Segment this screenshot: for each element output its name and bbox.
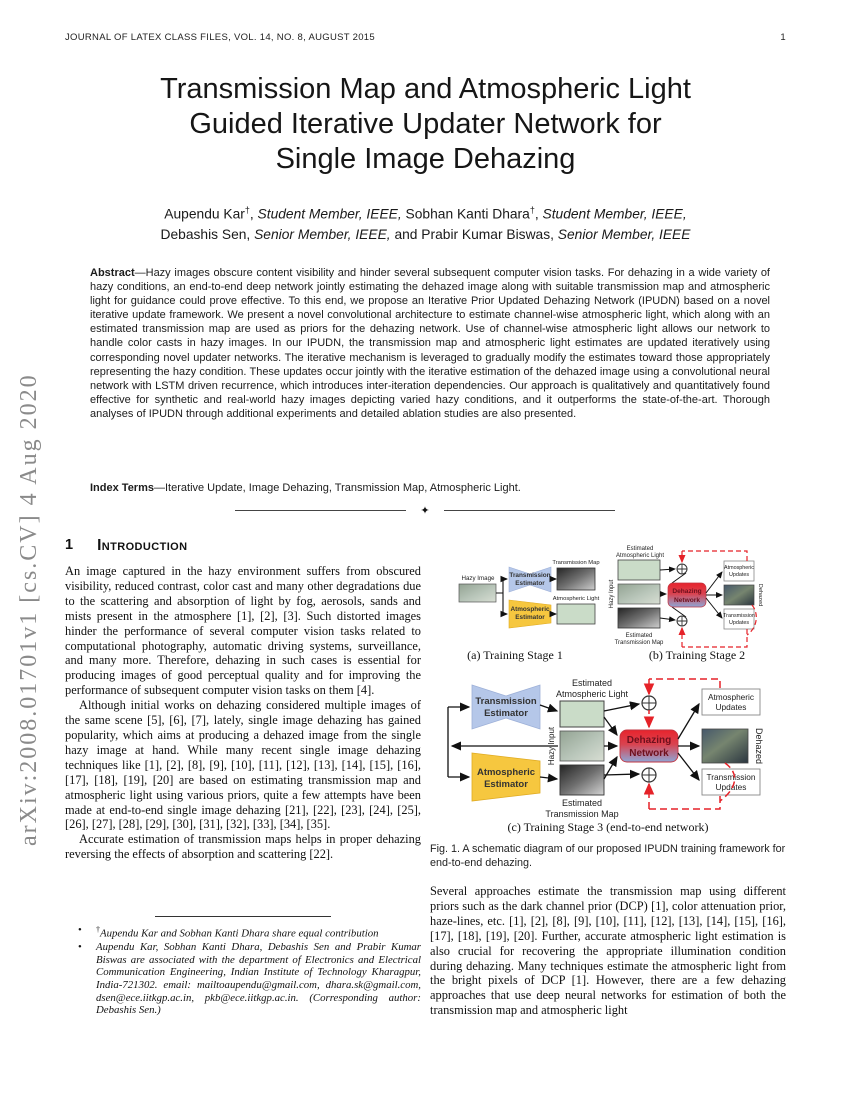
- intro-paragraph-1: An image captured in the hazy environment suffers from obscured visibility, reduced contrast, color cast and many other degradations due to the scattering and absorption of light by fog, aerosols, sands and mists present in the atmosphere [1], [2], [3]. Such distorted images hinder the performance of several computer vision tasks related to computational photography, automatic driving systems, surveillance, and many more. Therefore, dehazing in such cases is essential for producing images of good perceptual quality and for improving the performance of subsequent computer vision tasks on them [4].: [65, 564, 421, 698]
- figure1-subfig-c: [430, 675, 786, 817]
- bullet-icon: •: [78, 924, 82, 936]
- svg-text:Estimator: Estimator: [515, 614, 545, 621]
- divider-line-right: [444, 510, 615, 511]
- dehazing-network-label: Dehazing: [626, 735, 672, 746]
- atmospheric-updates-label: Atmospheric: [707, 692, 755, 702]
- section-divider: [235, 504, 615, 517]
- estimated-transmission-map-thumb: [618, 608, 660, 628]
- section-number: 1: [65, 537, 74, 553]
- title-line-3: Single Image Dehazing: [275, 143, 576, 175]
- dehazed-image-thumb: [724, 585, 754, 605]
- transmission-updates-label: Transmission: [706, 772, 756, 782]
- dagger-mark: †: [96, 925, 100, 934]
- svg-text:Estimator: Estimator: [515, 580, 545, 587]
- transmission-map-label: Transmission Map: [552, 560, 600, 566]
- dehazed-label: Dehazed: [757, 583, 763, 607]
- author-line-1: Aupendu Kar†, Student Member, IEEE, Sobhan Kanti Dhara†, Student Member, IEEE,: [164, 205, 687, 222]
- intro-paragraph-3: Accurate estimation of transmission maps helps in proper dehazing reversing the effects of absorption and scattering [22].: [65, 832, 421, 862]
- svg-text:Atmospheric Light: Atmospheric Light: [555, 689, 629, 699]
- transmission-updates-box: [724, 609, 754, 629]
- footnote-item-1: • †Aupendu Kar and Sobhan Kanti Dhara share equal contribution: [78, 924, 379, 940]
- figure1-caption: Fig. 1. A schematic diagram of our proposed IPUDN training framework for end-to-end dehazing.: [430, 843, 786, 869]
- transmission-map-thumb: [557, 568, 595, 590]
- page-number: 1: [780, 32, 786, 43]
- svg-text:Estimator: Estimator: [484, 779, 528, 790]
- hazy-input-thumb: [618, 584, 660, 604]
- section-heading-introduction: [65, 537, 421, 555]
- title-line-2: Guided Iterative Updater Network for: [189, 108, 662, 140]
- paper-title: [65, 72, 786, 177]
- svg-text:Network: Network: [629, 748, 669, 759]
- estimated-transmission-map-thumb: [560, 765, 604, 795]
- right-column: [430, 543, 786, 1043]
- index-terms-label: Index Terms: [90, 482, 154, 494]
- estimated-tmap-label: Estimated: [561, 798, 603, 808]
- estimated-atmospheric-light-box: [560, 701, 604, 727]
- hazy-input-label: Hazy Input: [609, 579, 615, 609]
- atmospheric-updates-box: [724, 561, 754, 581]
- atmospheric-light-label: Atmospheric Light: [552, 596, 600, 602]
- hazy-image-label: Hazy Image: [461, 575, 495, 582]
- hazy-input-thumb: [560, 731, 604, 761]
- svg-text:Network: Network: [673, 597, 701, 604]
- hazy-input-label: Hazy Input: [547, 726, 556, 766]
- hazy-image-thumb: [459, 584, 496, 602]
- abstract: Abstract—Hazy images obscure content visibility and hinder several subsequent computer vision tasks. For dehazing in a wide variety of hazy conditions, an end-to-end deep network jointly estimating the dehazed image along with suitable transmission map and atmospheric light for guidance could prove effective. To this end, we propose an Iterative Prior Updated Dehazing Network (IPUDN) based on a novel iterative update framework. We present a novel convolutional architecture to estimate channel-wise atmospheric light, which along with an estimated transmission map are used as priors for the dehazing network. Use of channel-wise atmospheric light allows our network to handle color casts in hazy images. In our IPUDN, the transmission map and atmospheric light estimates are updated iteratively using corresponding novel updater networks. The iterative mechanism is leveraged to gradually modify the estimates toward those appropriately representing the hazy condition. These updates occur jointly with the iterative estimation of the dehazed image using a convolutional neural network with LSTM driven recurrence, which introduces inter-iteration dependencies. Our approach is qualitatively and quantitatively found effective for synthetic and real-world hazy images depicting varied hazy conditions, and it outperforms the state-of-the-art. Thorough analyses of IPUDN through additional experiments and detailed ablation studies are also presented.: [90, 267, 770, 420]
- estimated-atm-light-label: Estimated: [571, 678, 613, 688]
- dagger-mark: †: [244, 205, 250, 215]
- right-column-text: [430, 884, 786, 1018]
- atmospheric-updates-label: Atmospheric: [724, 565, 754, 571]
- transmission-estimator-label: Transmission: [475, 696, 537, 707]
- arxiv-watermark: arXiv:2008.01701v1 [cs.CV] 4 Aug 2020: [16, 373, 42, 846]
- svg-text:Updates: Updates: [728, 572, 750, 578]
- atmospheric-estimator-label: Atmospheric: [510, 606, 550, 613]
- svg-text:Updates: Updates: [715, 782, 747, 792]
- left-column: [65, 535, 421, 1015]
- section-title: Introduction: [97, 537, 188, 554]
- atmospheric-estimator-label: Atmospheric: [476, 767, 536, 778]
- dehazed-label: Dehazed: [754, 727, 764, 765]
- dehazed-image-thumb: [702, 729, 748, 763]
- figure1-subfig-a: [432, 552, 598, 648]
- diamond-icon: ✦: [420, 505, 430, 517]
- intro-paragraph-2: Although initial works on dehazing considered multiple images of the same scene [5], [6], [7], lately, single image dehazing has gained popularity, which aims at producing a dehazed image from the single hazy image at hand. While many recent single image dehazing techniques like [1], [2], [8], [9], [10], [11], [12], [13], [14], [15], [16], [17], [18], [19], [20] are based on estimating transmission map and atmospheric light using various priors, quite a few attempts have been made at end-to-end single image dehazing [21], [22], [23], [24], [25], [26], [27], [28], [29], [30], [31], [32], [33], [34], [35].: [65, 698, 421, 832]
- dagger-mark: †: [529, 205, 535, 215]
- right-paragraph-1: Several approaches estimate the transmission map using different priors such as the dark channel prior (DCP) [1], color attenuation prior, haze-lines, etc. [1], [2], [8], [9], [10], [11], [12], [13], [14], [15], [16], [17], [18], [19], [20]. Further, accurate atmospheric light estimation is also crucial for recovering the appropriate illumination condition during dehazing. Many techniques estimate the atmospheric light from the bright pixels of DCP [1]. However, there are a few dehazing approaches that use deep neural networks for estimation of both the transmission map and atmospheric light: [430, 884, 786, 1018]
- journal-header: JOURNAL OF LATEX CLASS FILES, VOL. 14, NO. 8, AUGUST 2015: [65, 32, 375, 43]
- abstract-label: Abstract: [90, 267, 135, 279]
- estimated-tmap-label: Estimated: [625, 633, 653, 639]
- footnote-rule: [155, 916, 331, 917]
- transmission-estimator-label: Transmission: [509, 572, 551, 579]
- author-list: [65, 200, 786, 245]
- author-line-2: Debashis Sen, Senior Member, IEEE, and Prabir Kumar Biswas, Senior Member, IEEE: [160, 226, 691, 242]
- svg-text:Updates: Updates: [715, 702, 747, 712]
- estimated-atm-light-label: Estimated: [626, 546, 654, 552]
- atmospheric-light-box: [557, 604, 595, 624]
- subcaption-c: (c) Training Stage 3 (end-to-end network): [507, 820, 709, 834]
- svg-text:Estimator: Estimator: [484, 708, 528, 719]
- title-line-1: Transmission Map and Atmospheric Light: [160, 73, 691, 105]
- svg-text:Transmission Map: Transmission Map: [614, 640, 664, 646]
- divider-line-left: [235, 510, 406, 511]
- footnote-item-2: • Aupendu Kar, Sobhan Kanti Dhara, Debashis Sen and Prabir Kumar Biswas are associated with the department of Electronics and Electrical Communication Engineering, Indian Institute of Technology Kharagpur, India-721302. email: mailtoaupendu@gmail.com, dhara.sk@gmail.com, dsen@ece.iitkgp.ac.in, pkb@ece.iitkgp.ac.in. (Corresponding author: Debashis Sen.): [78, 941, 421, 1017]
- figure1-subfig-b: [602, 543, 782, 655]
- svg-text:Atmospheric Light: Atmospheric Light: [615, 553, 665, 559]
- estimated-atmospheric-light-box: [618, 560, 660, 580]
- dehazing-network-label: Dehazing: [672, 588, 702, 595]
- transmission-estimator-shape: [472, 685, 540, 729]
- svg-text:Transmission Map: Transmission Map: [545, 809, 619, 819]
- subcaption-a: (a) Training Stage 1: [467, 648, 563, 662]
- index-terms: Index Terms—Iterative Update, Image Dehazing, Transmission Map, Atmospheric Light.: [90, 482, 521, 494]
- svg-text:Updates: Updates: [728, 620, 750, 626]
- subcaption-b: (b) Training Stage 2: [648, 648, 746, 662]
- bullet-icon: •: [78, 941, 82, 954]
- introduction-text: [65, 564, 421, 862]
- transmission-updates-label: Transmission: [723, 613, 755, 619]
- footnote-block: [65, 916, 421, 1018]
